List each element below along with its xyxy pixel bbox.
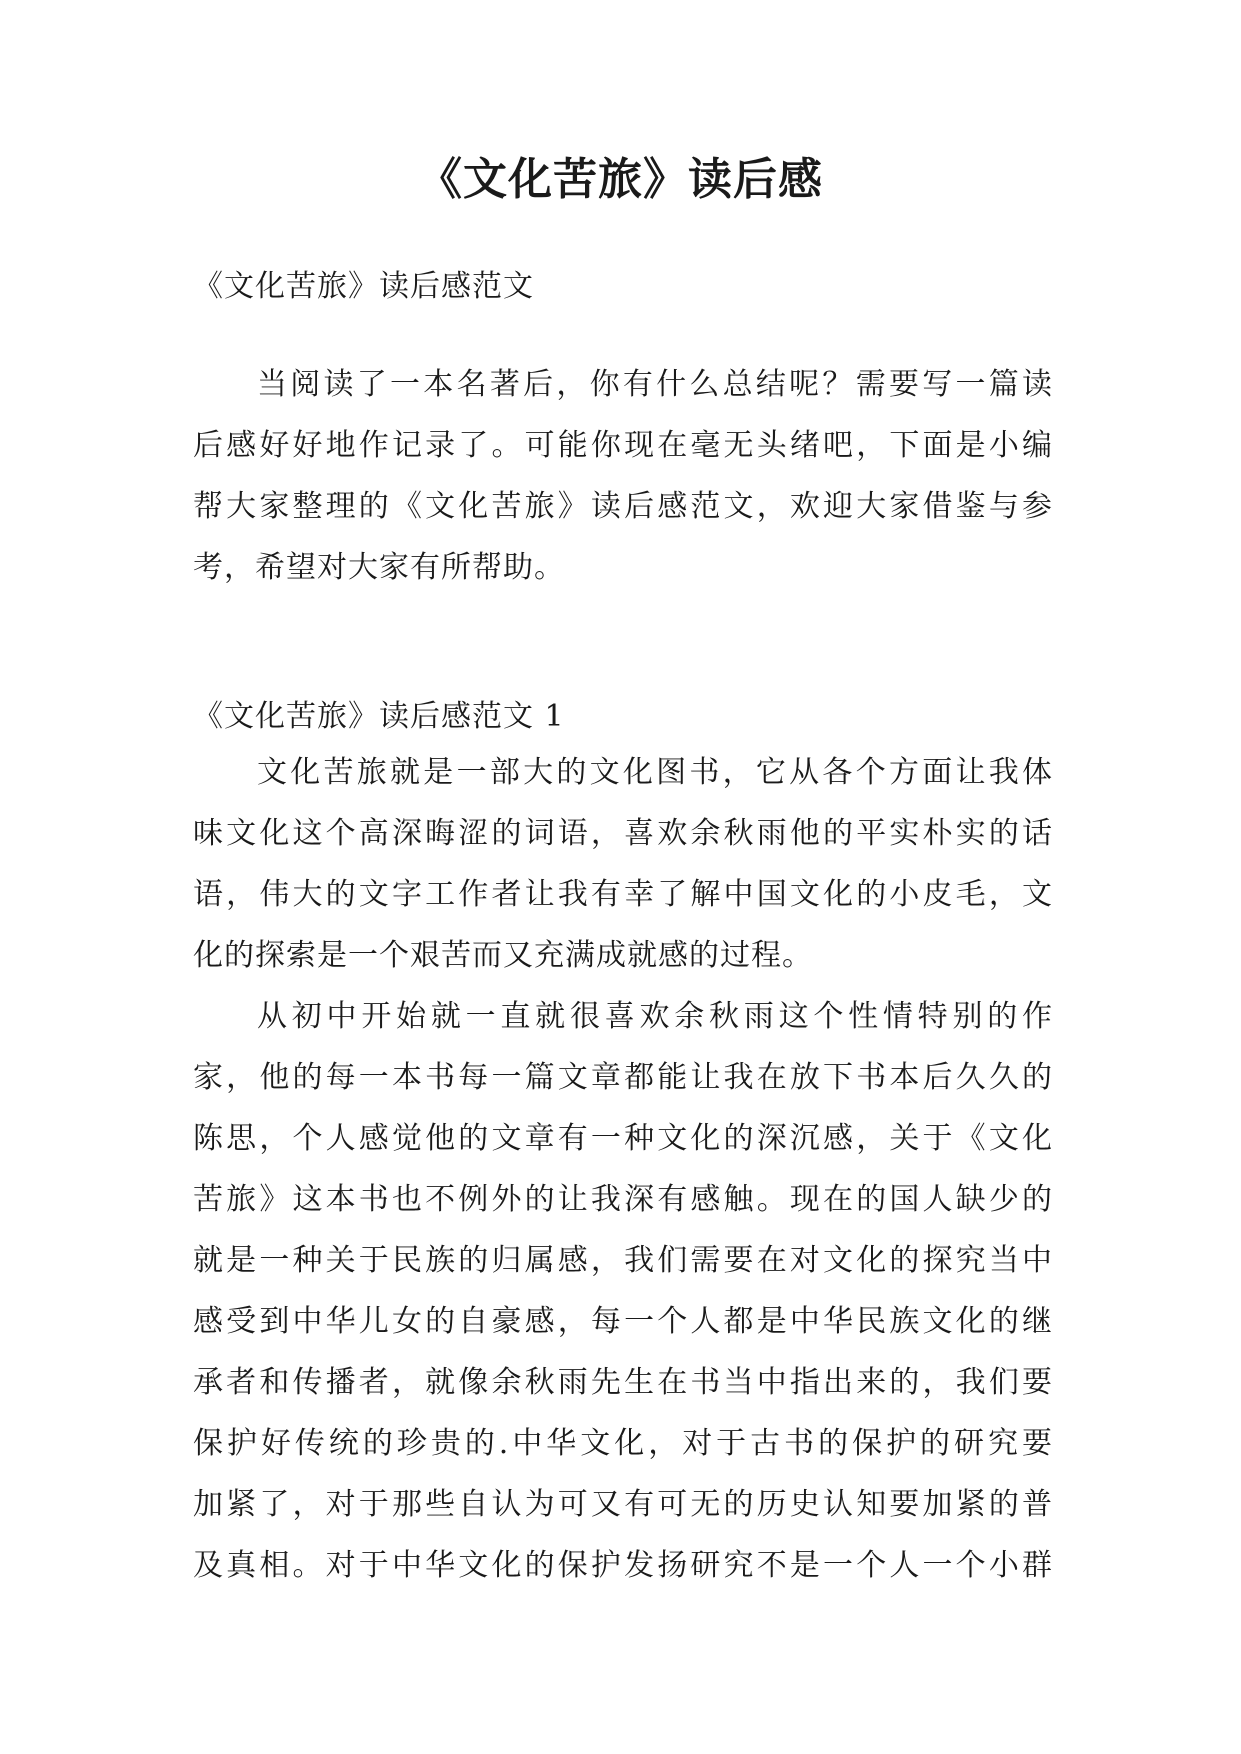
intro-paragraph: [193, 354, 1053, 598]
section-heading: 《文化苦旅》读后感范文 1: [193, 699, 565, 734]
paragraph-line: 保护好传统的珍贵的.中华文化，对于古书的保护的研究要: [193, 1426, 1053, 1461]
paragraph-line: 味文化这个高深晦涩的词语，喜欢余秋雨他的平实朴实的话: [193, 816, 1053, 851]
paragraph-line: 苦旅》这本书也不例外的让我深有感触。现在的国人缺少的: [193, 1182, 1053, 1217]
paragraph-line: 及真相。对于中华文化的保护发扬研究不是一个人一个小群: [193, 1548, 1053, 1583]
document-subtitle: 《文化苦旅》读后感范文: [193, 269, 534, 304]
paragraph-line: 承者和传播者，就像余秋雨先生在书当中指出来的，我们要: [193, 1365, 1053, 1400]
section-paragraph-1: [193, 742, 1053, 986]
paragraph-line: 加紧了，对于那些自认为可又有可无的历史认知要加紧的普: [193, 1487, 1053, 1522]
paragraph-line: 考，希望对大家有所帮助。: [193, 550, 565, 585]
section-paragraph-2: [193, 986, 1053, 1596]
paragraph-line: 从初中开始就一直就很喜欢余秋雨这个性情特别的作: [257, 999, 1053, 1034]
paragraph-line: 帮大家整理的《文化苦旅》读后感范文，欢迎大家借鉴与参: [193, 489, 1053, 524]
paragraph-line: 陈思，个人感觉他的文章有一种文化的深沉感，关于《文化: [193, 1121, 1053, 1156]
paragraph-line: 后感好好地作记录了。可能你现在毫无头绪吧，下面是小编: [193, 428, 1053, 463]
document-title: 《文化苦旅》读后感: [418, 154, 823, 205]
paragraph-line: 就是一种关于民族的归属感，我们需要在对文化的探究当中: [193, 1243, 1053, 1278]
paragraph-line: 化的探索是一个艰苦而又充满成就感的过程。: [193, 938, 813, 973]
paragraph-line: 当阅读了一本名著后，你有什么总结呢？需要写一篇读: [257, 367, 1053, 402]
paragraph-line: 家，他的每一本书每一篇文章都能让我在放下书本后久久的: [193, 1060, 1053, 1095]
paragraph-line: 文化苦旅就是一部大的文化图书，它从各个方面让我体: [257, 755, 1053, 790]
paragraph-line: 感受到中华儿女的自豪感，每一个人都是中华民族文化的继: [193, 1304, 1053, 1339]
paragraph-line: 语，伟大的文字工作者让我有幸了解中国文化的小皮毛，文: [193, 877, 1053, 912]
